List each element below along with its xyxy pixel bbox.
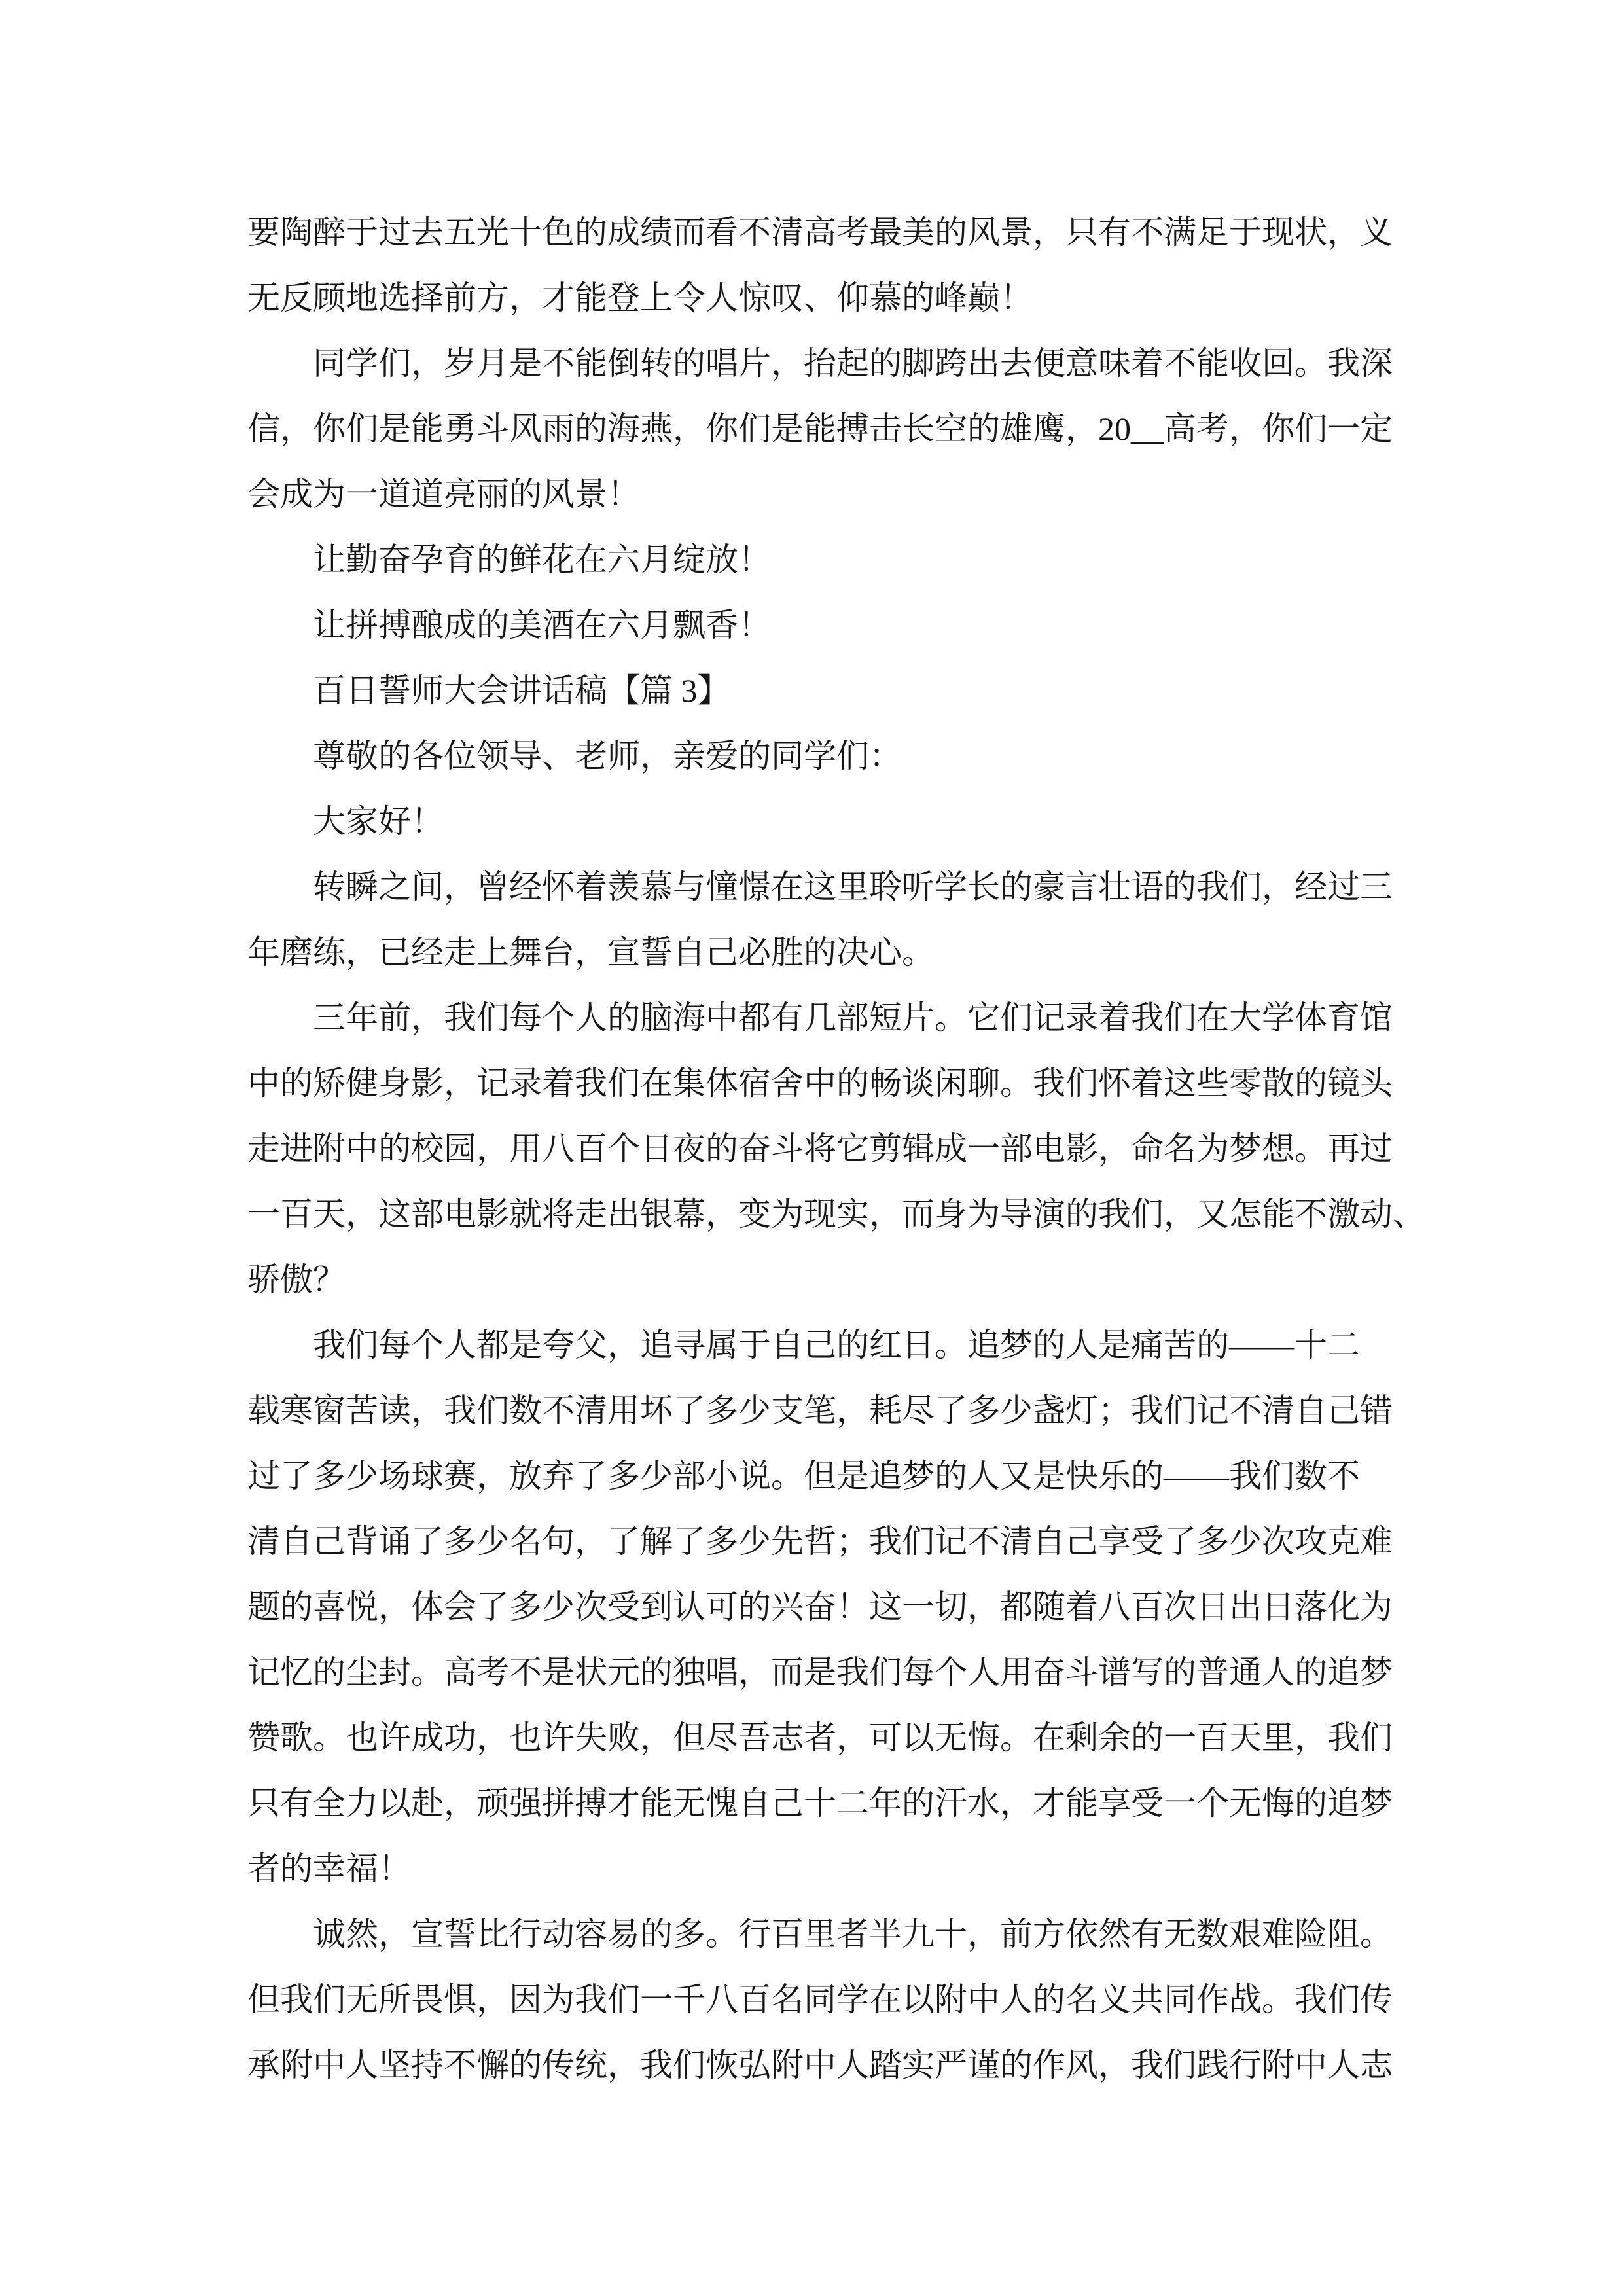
text-line: 但我们无所畏惧，因为我们一千八百名同学在以附中人的名义共同作战。我们传 <box>247 1981 1393 2018</box>
text-line: 骄傲？ <box>247 1261 346 1298</box>
text-line: 让拼搏酿成的美酒在六月飘香！ <box>313 607 771 643</box>
text-line: 诚然，宣誓比行动容易的多。行百里者半九十，前方依然有无数艰难险阻。 <box>313 1916 1393 1952</box>
text-line: 年磨练，已经走上舞台，宣誓自己必胜的决心。 <box>247 934 935 971</box>
document-text <box>247 200 1425 2098</box>
text-line: 我们每个人都是夸父，追寻属于自己的红日。追梦的人是痛苦的——十二 <box>313 1327 1360 1363</box>
text-line: 走进附中的校园，用八百个日夜的奋斗将它剪辑成一部电影，命名为梦想。再过 <box>247 1130 1393 1167</box>
text-line: 大家好！ <box>313 803 444 840</box>
text-line: 者的幸福！ <box>247 1850 411 1887</box>
text-line: 清自己背诵了多少名句，了解了多少先哲；我们记不清自己享受了多少次攻克难 <box>247 1523 1393 1560</box>
text-line: 尊敬的各位领导、老师，亲爱的同学们： <box>313 738 902 774</box>
text-line: 中的矫健身影，记录着我们在集体宿舍中的畅谈闲聊。我们怀着这些零散的镜头 <box>247 1065 1393 1102</box>
text-line: 一百天，这部电影就将走出银幕，变为现实，而身为导演的我们，又怎能不激动、 <box>247 1196 1425 1232</box>
text-line: 承附中人坚持不懈的传统，我们恢弘附中人踏实严谨的作风，我们践行附中人志 <box>247 2047 1393 2083</box>
text-line: 会成为一道道亮丽的风景！ <box>247 476 640 512</box>
text-line: 百日誓师大会讲话稿【篇 3】 <box>313 672 730 709</box>
text-line: 要陶醉于过去五光十色的成绩而看不清高考最美的风景，只有不满足于现状，义 <box>247 214 1393 251</box>
text-line: 转瞬之间，曾经怀着羡慕与憧憬在这里聆听学长的豪言壮语的我们，经过三 <box>313 869 1393 905</box>
text-line: 过了多少场球赛，放弃了多少部小说。但是追梦的人又是快乐的——我们数不 <box>247 1458 1360 1494</box>
text-line: 赞歌。也许成功，也许失败，但尽吾志者，可以无悔。在剩余的一百天里，我们 <box>247 1719 1393 1756</box>
text-line: 无反顾地选择前方，才能登上令人惊叹、仰慕的峰巅！ <box>247 279 1033 316</box>
text-line: 题的喜悦，体会了多少次受到认可的兴奋！这一切，都随着八百次日出日落化为 <box>247 1588 1393 1625</box>
text-line: 同学们，岁月是不能倒转的唱片，抬起的脚跨出去便意味着不能收回。我深 <box>313 345 1393 382</box>
text-line: 信，你们是能勇斗风雨的海燕，你们是能搏击长空的雄鹰，20__高考，你们一定 <box>247 410 1393 447</box>
text-line: 三年前，我们每个人的脑海中都有几部短片。它们记录着我们在大学体育馆 <box>313 999 1393 1036</box>
text-line: 让勤奋孕育的鲜花在六月绽放！ <box>313 541 771 578</box>
text-line: 只有全力以赴，顽强拼搏才能无愧自己十二年的汗水，才能享受一个无悔的追梦 <box>247 1785 1393 1821</box>
text-line: 记忆的尘封。高考不是状元的独唱，而是我们每个人用奋斗谱写的普通人的追梦 <box>247 1654 1393 1691</box>
text-line: 载寒窗苦读，我们数不清用坏了多少支笔，耗尽了多少盏灯；我们记不清自己错 <box>247 1392 1393 1429</box>
